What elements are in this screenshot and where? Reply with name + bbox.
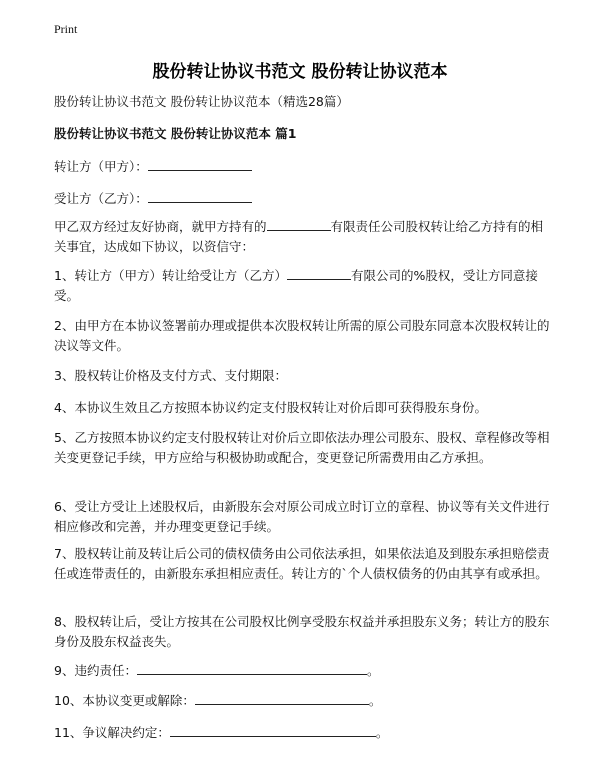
clause-1-blank [287,265,351,280]
print-link[interactable]: Print [54,22,78,36]
clause-11 [54,722,388,743]
intro-text-2: 有限责任公司股权转让给乙方持有的相关事宜，达成如下协议，以资信守： [54,219,544,254]
clause-9-period: 。 [366,663,380,678]
clause-10-blank [195,690,369,705]
clause-4: 4、本协议生效且乙方按照本协议约定支付股权转让对价后即可获得股东身份。 [54,400,487,415]
intro-text-1: 甲乙双方经过友好协商，就甲方持有的 [54,219,267,234]
clause-1-text-2: 有限公司的%股权，受让方同意接受。 [54,268,538,303]
party-a-line [54,156,252,177]
subtitle: 股份转让协议书范文 股份转让协议范本（精选28篇） [54,94,349,109]
clause-7: 7、股权转让前及转让后公司的债权债务由公司依法承担，如果依法追及到股东承担赔偿责任或连带责任的，由新股东承担相应责任。转让方的`个人债权债务的仍由其享有或承担。 [54,546,550,581]
clause-11-label: 11、争议解决约定： [54,725,170,740]
page-title: 股份转让协议书范文 股份转让协议范本 [152,62,448,82]
party-a-blank [148,156,252,171]
clause-5: 5、乙方按照本协议约定支付股权转让对价后立即依法办理公司股东、股权、章程修改等相关变更登记手续，甲方应给与积极协助或配合，变更登记所需费用由乙方承担。 [54,430,550,465]
clause-2: 2、由甲方在本协议签署前办理或提供本次股权转让所需的原公司股东同意本次股权转让的决议等文件。 [54,318,550,353]
party-b-line [54,188,252,209]
clause-10-label: 10、本协议变更或解除： [54,693,195,708]
clause-8: 8、股权转让后，受让方按其在公司股权比例享受股东权益并承担股东义务；转让方的股东身份及股东权益丧失。 [54,614,550,649]
section-heading: 股份转让协议书范文 股份转让协议范本 篇1 [54,126,297,141]
party-b-blank [148,188,252,203]
clause-9-label: 9、违约责任： [54,663,137,678]
clause-3: 3、股权转让价格及支付方式、支付期限： [54,368,287,383]
intro-paragraph [54,216,554,257]
clause-10 [54,690,381,711]
clause-11-blank [170,722,376,737]
clause-1-text-1: 1、转让方（甲方）转让给受让方（乙方） [54,268,287,283]
party-b-label: 受让方（乙方）： [54,191,148,206]
party-a-label: 转让方（甲方）： [54,159,148,174]
clause-10-period: 。 [368,693,382,708]
clause-1 [54,265,554,306]
company-blank [267,216,331,231]
clause-11-period: 。 [375,725,389,740]
clause-9-blank [137,660,367,675]
clause-6: 6、受让方受让上述股权后，由新股东会对原公司成立时订立的章程、协议等有关文件进行相应修改和完善，并办理变更登记手续。 [54,499,550,534]
clause-9 [54,660,379,681]
